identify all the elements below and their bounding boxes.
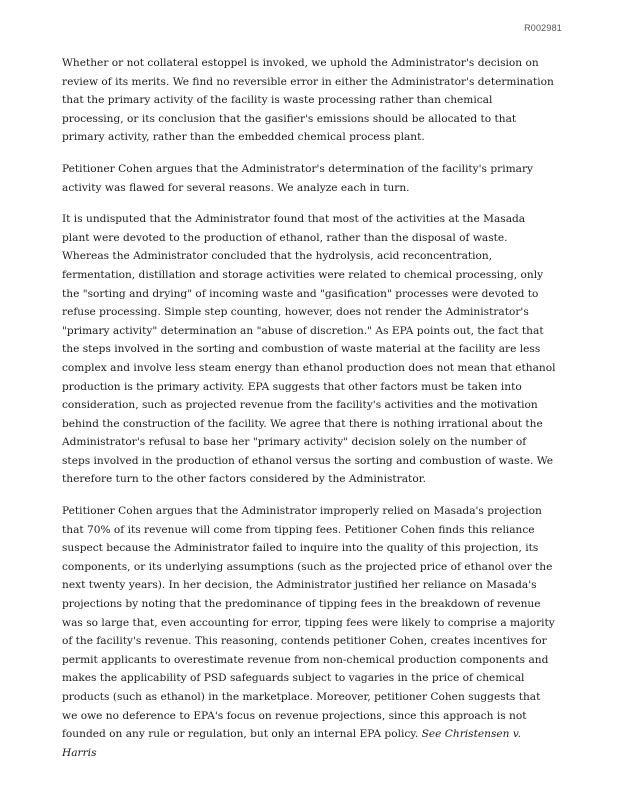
bates-number: R002981 — [524, 23, 562, 33]
paragraph: Petitioner Cohen argues that the Administrator's determination of the facility's primary activity was flawed for several reasons. We analyze each in turn. — [62, 162, 533, 194]
paragraph — [62, 502, 556, 762]
paragraph: It is undisputed that the Administrator found that most of the activities at the Masada plant were devoted to the production of ethanol, rather than the disposal of waste. Whereas the Administrator concluded that the hydrolysis, acid reconcentration, fermentation, distillation and storage activities were related to chemical processing, only the "sorting and drying" of incoming waste and "gasification" processes were devoted to refuse processing. Simple step counting, however, does not render the Administrator's "primary activity" determination an "abuse of discretion." As EPA points out, the fact that the steps involved in the sorting and combustion of waste material at the facility are less complex and involve less steam energy than ethanol production does not mean that ethanol production is the primary activity. EPA suggests that other factors must be taken into consideration, such as projected revenue from the facility's activities and the motivation behind the construction of the facility. We agree that there is nothing irrational about the Administrator's refusal to base her "primary activity" decision solely on the number of steps involved in the production of ethanol versus the sorting and combustion of waste. We therefore turn to the other factors considered by the Administrator. — [62, 213, 556, 486]
document-body — [62, 54, 556, 775]
case-citation: See Christensen v. Harris — [62, 728, 521, 759]
paragraph-text: Petitioner Cohen argues that the Administrator improperly relied on Masada's projection that 70% of its revenue will come from tipping fees. Petitioner Cohen finds this reliance suspect because the Administrator failed to inquire into the quality of this projection, its components, or its underlying assumptions (such as the projected price of ethanol over the next twenty years). In her decision, the Administrator justified her reliance on Masada's projections by noting that the predominance of tipping fees in the breakdown of revenue was so large that, even accounting for error, tipping fees were likely to comprise a majority of the facility's revenue. This reasoning, contends petitioner Cohen, creates incentives for permit applicants to overestimate revenue from non-chemical production components and makes the applicability of PSD safeguards subject to vagaries in the price of chemical products (such as ethanol) in the marketplace. Moreover, petitioner Cohen suggests that we owe no deference to EPA's focus on revenue projections, since this approach is not founded on any rule or regulation, but only an internal EPA policy. — [62, 505, 555, 741]
paragraph: Whether or not collateral estoppel is invoked, we uphold the Administrator's decision on review of its merits. We find no reversible error in either the Administrator's determination that the primary activity of the facility is waste processing rather than chemical processing, or its conclusion that the gasifier's emissions should be allocated to that primary activity, rather than the embedded chemical process plant. — [62, 57, 554, 144]
